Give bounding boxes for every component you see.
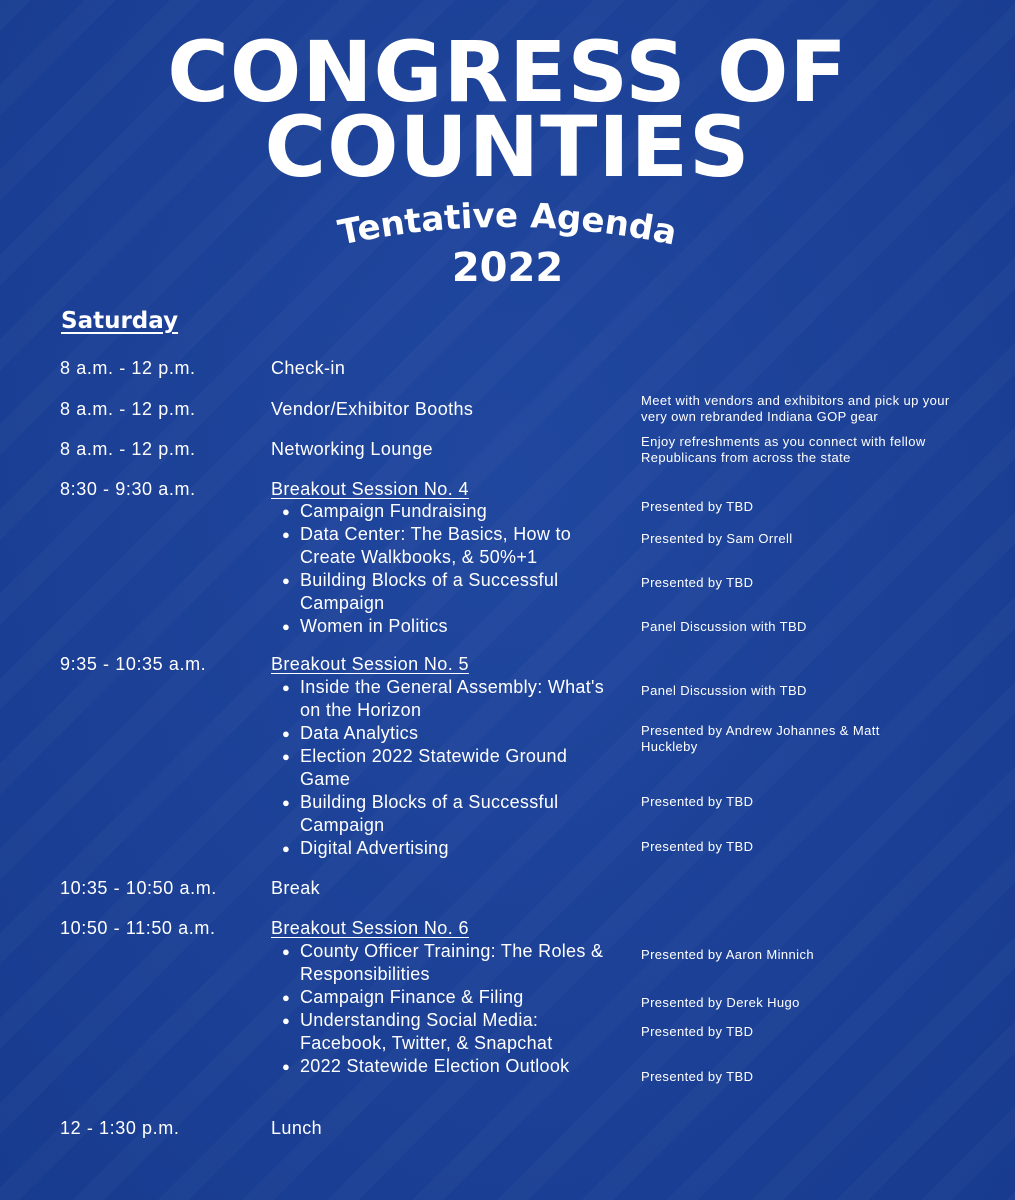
bullet-icon: ● [282,527,291,542]
bullet-icon: ● [282,944,291,959]
title-line-2: COUNTIES [264,98,751,196]
agenda-year: 2022 [451,245,564,291]
session-4-presenter: Presented by Sam Orrell [641,531,793,546]
bullet-icon: ● [282,680,291,695]
time-session-5: 9:35 - 10:35 a.m. [60,654,207,674]
session-5-presenter: Panel Discussion with TBD [641,683,807,698]
session-5-item: ● Election 2022 Statewide Ground Game [282,746,568,789]
session-4-heading: Breakout Session No. 4 [271,479,469,499]
note-vendor-booths: Meet with vendors and exhibitors and pick up your very own rebranded Indiana GOP gear [641,393,950,424]
session-4-presenter: Presented by TBD [641,499,754,514]
session-6-presenter: Presented by Derek Hugo [641,995,800,1010]
event-lunch: Lunch [271,1118,323,1138]
note-networking-lounge: Enjoy refreshments as you connect with fellow Republicans from across the state [641,434,926,465]
time-check-in: 8 a.m. - 12 p.m. [60,358,196,378]
session-6-item: ● Understanding Social Media: Facebook, Twitter, & Snapchat [282,1010,553,1053]
session-6-item: ● 2022 Statewide Election Outlook [282,1056,570,1076]
bullet-icon: ● [282,795,291,810]
event-check-in: Check-in [271,358,346,378]
session-6-presenter: Presented by TBD [641,1024,754,1039]
bullet-icon: ● [282,1013,291,1028]
session-6-presenter: Presented by Aaron Minnich [641,947,814,962]
event-break: Break [271,878,321,898]
time-lunch: 12 - 1:30 p.m. [60,1118,180,1138]
session-4-presenter: Presented by TBD [641,575,754,590]
bullet-icon: ● [282,619,291,634]
session-4-item: ● Campaign Fundraising [282,501,488,521]
session-6-presenter: Presented by TBD [641,1069,754,1084]
session-4-item: ● Women in Politics [282,616,448,636]
time-break: 10:35 - 10:50 a.m. [60,878,217,898]
session-4-item: ● Building Blocks of a Successful Campaign [282,570,559,613]
day-heading: Saturday [61,308,179,334]
bullet-icon: ● [282,749,291,764]
bullet-icon: ● [282,1059,291,1074]
time-vendor-booths: 8 a.m. - 12 p.m. [60,399,196,419]
bullet-icon: ● [282,841,291,856]
session-5-presenter: Presented by TBD [641,794,754,809]
subtitle: Tentative Agenda [334,196,681,254]
session-5-item: ● Building Blocks of a Successful Campaign [282,792,559,835]
session-6-item: ● Campaign Finance & Filing [282,987,524,1007]
session-4-presenter: Panel Discussion with TBD [641,619,807,634]
session-6-item: ● County Officer Training: The Roles & Responsibilities [282,941,604,984]
time-session-6: 10:50 - 11:50 a.m. [60,918,216,938]
time-networking-lounge: 8 a.m. - 12 p.m. [60,439,196,459]
session-5-presenter: Presented by TBD [641,839,754,854]
title-line-1: CONGRESS OF [167,23,848,121]
session-5-heading: Breakout Session No. 5 [271,654,469,674]
event-networking-lounge: Networking Lounge [271,439,433,459]
bullet-icon: ● [282,726,291,741]
session-5-item: ● Inside the General Assembly: What's on the Horizon [282,677,605,720]
session-5-presenter: Presented by Andrew Johannes & Matt Huckleby [641,723,880,754]
session-4-item: ● Data Center: The Basics, How to Create Walkbooks, & 50%+1 [282,524,572,567]
bullet-icon: ● [282,504,291,519]
bullet-icon: ● [282,573,291,588]
session-6-heading: Breakout Session No. 6 [271,918,469,938]
time-session-4: 8:30 - 9:30 a.m. [60,479,196,499]
session-5-item: ● Data Analytics [282,723,419,743]
event-vendor-booths: Vendor/Exhibitor Booths [271,399,474,419]
session-5-item: ● Digital Advertising [282,838,449,858]
bullet-icon: ● [282,990,291,1005]
